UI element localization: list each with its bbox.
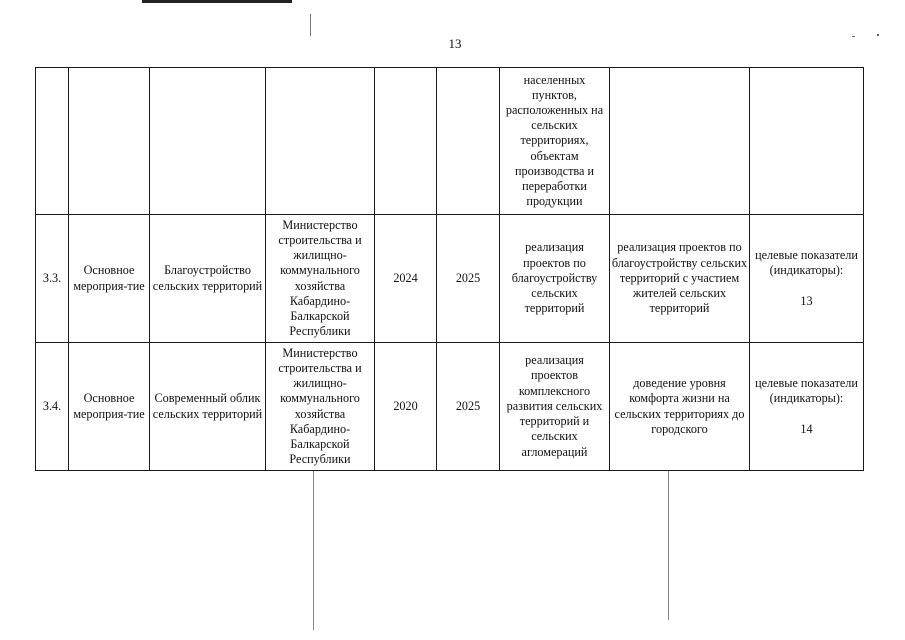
cell-num: 3.3.: [36, 215, 69, 343]
cell-type: [69, 68, 150, 215]
program-table: [35, 67, 864, 471]
cell-end: 2025: [437, 343, 500, 471]
cell-end: [437, 68, 500, 215]
cell-result: доведение уровня комфорта жизни на сельских территориях до городского: [610, 343, 750, 471]
table-row: [36, 215, 864, 343]
cell-type: Основное мероприя-тие: [69, 343, 150, 471]
cell-start: [375, 68, 437, 215]
table-row: [36, 68, 864, 215]
table-row: [36, 343, 864, 471]
cell-num: [36, 68, 69, 215]
cell-direction: реализация проектов комплексного развития сельских территорий и сельских агломераций: [500, 343, 610, 471]
cell-end: 2025: [437, 215, 500, 343]
scan-artifact-line-2: [313, 470, 314, 630]
cell-link: [750, 343, 864, 471]
cell-name: Благоустройство сельских территорий: [150, 215, 266, 343]
cell-name: Современный облик сельских территорий: [150, 343, 266, 471]
cell-executor: Министерство строительства и жилищно-коммунального хозяйства Кабардино-Балкарской Республики: [266, 215, 375, 343]
cell-link: [750, 68, 864, 215]
cell-executor: Министерство строительства и жилищно-коммунального хозяйства Кабардино-Балкарской Республики: [266, 343, 375, 471]
scan-artifact-line-1: [310, 14, 311, 36]
scan-artifact-top-bar: [142, 0, 292, 3]
cell-direction: населенных пунктов, расположенных на сельских территориях, объектам производства и переработки продукции: [500, 68, 610, 215]
cell-result: [610, 68, 750, 215]
scan-artifact-dot-1: [852, 36, 855, 37]
cell-link: [750, 215, 864, 343]
cell-type: Основное мероприя-тие: [69, 215, 150, 343]
scan-artifact-dot-2: [877, 34, 879, 36]
scan-artifact-line-3: [668, 470, 669, 620]
cell-executor: [266, 68, 375, 215]
cell-name: [150, 68, 266, 215]
link-label: целевые показатели (индикаторы):: [755, 248, 858, 278]
cell-num: 3.4.: [36, 343, 69, 471]
cell-result: реализация проектов по благоустройству сельских территорий с участием жителей сельских территорий: [610, 215, 750, 343]
cell-start: 2024: [375, 215, 437, 343]
cell-direction: реализация проектов по благоустройству сельских территорий: [500, 215, 610, 343]
link-indicator: 14: [800, 421, 813, 436]
link-indicator: 13: [800, 293, 813, 308]
page-number: 13: [448, 36, 462, 51]
cell-start: 2020: [375, 343, 437, 471]
link-label: целевые показатели (индикаторы):: [755, 376, 858, 406]
